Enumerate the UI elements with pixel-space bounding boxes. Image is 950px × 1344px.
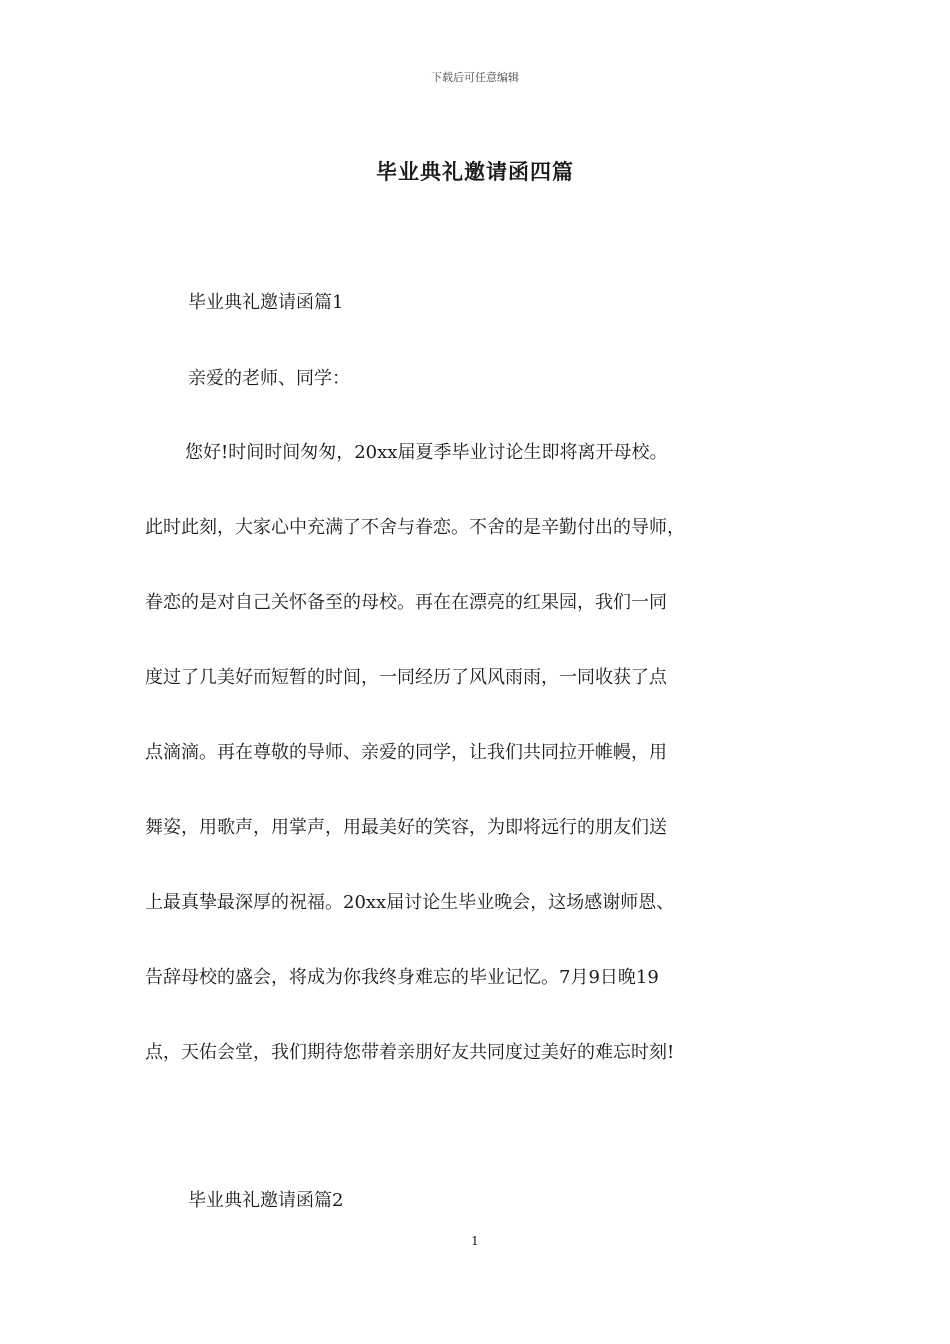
body-line: 舞姿，用歌声，用掌声，用最美好的笑容，为即将远行的朋友们送 bbox=[145, 817, 667, 838]
body-line: 点，天佑会堂，我们期待您带着亲朋好友共同度过美好的难忘时刻! bbox=[145, 1042, 675, 1063]
body-line: 此时此刻，大家心中充满了不舍与眷恋。不舍的是辛勤付出的导师， bbox=[145, 517, 685, 538]
document-title: 毕业典礼邀请函四篇 bbox=[376, 159, 574, 184]
section-heading-1: 毕业典礼邀请函篇1 bbox=[188, 292, 344, 313]
page-number: 1 bbox=[471, 1234, 479, 1248]
body-line: 眷恋的是对自己关怀备至的母校。再在在漂亮的红果园，我们一同 bbox=[145, 592, 667, 613]
section-heading-2: 毕业典礼邀请函篇2 bbox=[188, 1190, 344, 1211]
header-note: 下载后可任意编辑 bbox=[431, 71, 519, 84]
body-line: 您好!时间时间匆匆，20xx届夏季毕业讨论生即将离开母校。 bbox=[185, 442, 668, 463]
salutation: 亲爱的老师、同学： bbox=[188, 368, 350, 389]
body-line: 度过了几美好而短暂的时间，一同经历了风风雨雨，一同收获了点 bbox=[145, 667, 667, 688]
body-line: 点滴滴。再在尊敬的导师、亲爱的同学，让我们共同拉开帷幔，用 bbox=[145, 742, 667, 763]
body-line: 上最真挚最深厚的祝福。20xx届讨论生毕业晚会，这场感谢师恩、 bbox=[145, 892, 675, 913]
body-line: 告辞母校的盛会，将成为你我终身难忘的毕业记忆。7月9日晚19 bbox=[145, 967, 659, 988]
